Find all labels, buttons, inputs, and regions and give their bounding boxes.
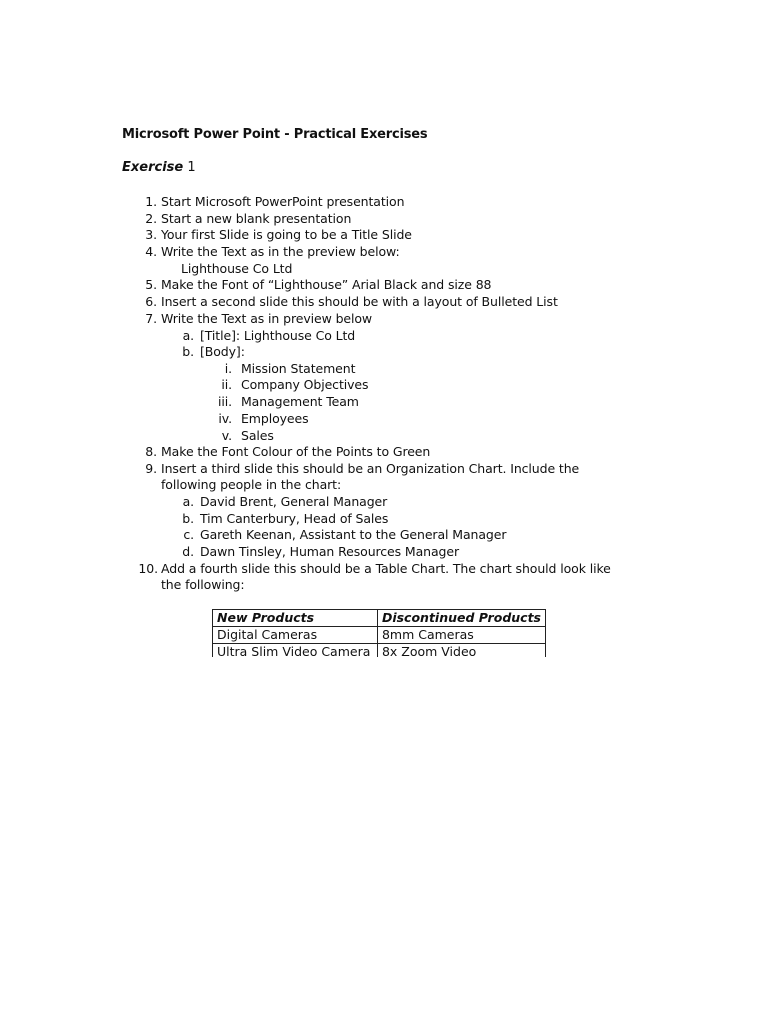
list-number: v. [221, 428, 232, 443]
list-text: Write the Text as in the preview below: [161, 244, 400, 259]
list-text: Start a new blank presentation [161, 211, 352, 226]
list-number: 9. [145, 461, 157, 476]
list-text: Tim Canterbury, Head of Sales [200, 511, 389, 526]
table-row [213, 627, 546, 644]
list-number: a. [182, 328, 194, 343]
list-number: 1. [145, 194, 157, 209]
list-text: Your first Slide is going to be a Title Slide [161, 227, 412, 242]
list-text: the following: [161, 577, 245, 592]
list-number: 2. [145, 211, 157, 226]
list-text: Start Microsoft PowerPoint presentation [161, 194, 405, 209]
exercise-label: Exercise [122, 160, 184, 175]
table-header-new-products: New Products [213, 610, 378, 627]
list-text: Insert a second slide this should be with a layout of Bulleted List [161, 294, 558, 309]
list-number: ii. [221, 377, 232, 392]
list-number: b. [182, 511, 194, 526]
products-table [212, 609, 546, 657]
table-cell: 8x Zoom Video [377, 644, 545, 658]
list-text: Sales [241, 428, 274, 443]
list-number: a. [182, 494, 194, 509]
list-number: b. [182, 344, 194, 359]
list-number: d. [182, 544, 194, 559]
list-text: Write the Text as in preview below [161, 311, 373, 326]
list-number: i. [224, 361, 232, 376]
table-cell: 8mm Cameras [377, 627, 545, 644]
list-text: Mission Statement [241, 361, 356, 376]
list-text: Management Team [241, 394, 359, 409]
document-title: Microsoft Power Point - Practical Exercises [122, 127, 428, 142]
list-number: 6. [145, 294, 157, 309]
list-number: c. [183, 527, 194, 542]
list-number: iv. [218, 411, 232, 426]
list-text: Dawn Tinsley, Human Resources Manager [200, 544, 460, 559]
list-number: 3. [145, 227, 157, 242]
list-number: 5. [145, 277, 157, 292]
table-header-row [213, 610, 546, 627]
list-text: Lighthouse Co Ltd [181, 261, 293, 276]
list-text: Employees [241, 411, 309, 426]
list-text: Insert a third slide this should be an Organization Chart. Include the [161, 461, 580, 476]
list-text: Make the Font Colour of the Points to Green [161, 444, 431, 459]
list-number: 4. [145, 244, 157, 259]
list-number: 8. [145, 444, 157, 459]
exercise-number: 1 [187, 160, 196, 175]
list-text: David Brent, General Manager [200, 494, 388, 509]
list-number: 10. [138, 561, 158, 576]
exercise-heading [122, 160, 196, 175]
list-number: 7. [145, 311, 157, 326]
list-text: Add a fourth slide this should be a Table Chart. The chart should look like [161, 561, 611, 576]
table-header-discontinued-products: Discontinued Products [377, 610, 545, 627]
list-text: following people in the chart: [161, 477, 342, 492]
list-text: [Body]: [200, 344, 245, 359]
list-text: Company Objectives [241, 377, 369, 392]
list-number: iii. [218, 394, 232, 409]
list-text: Gareth Keenan, Assistant to the General Manager [200, 527, 507, 542]
table-cell: Ultra Slim Video Camera [213, 644, 378, 658]
table-row [213, 644, 546, 658]
table-cell: Digital Cameras [213, 627, 378, 644]
list-text: Make the Font of “Lighthouse” Arial Black and size 88 [161, 277, 492, 292]
list-text: [Title]: Lighthouse Co Ltd [200, 328, 356, 343]
